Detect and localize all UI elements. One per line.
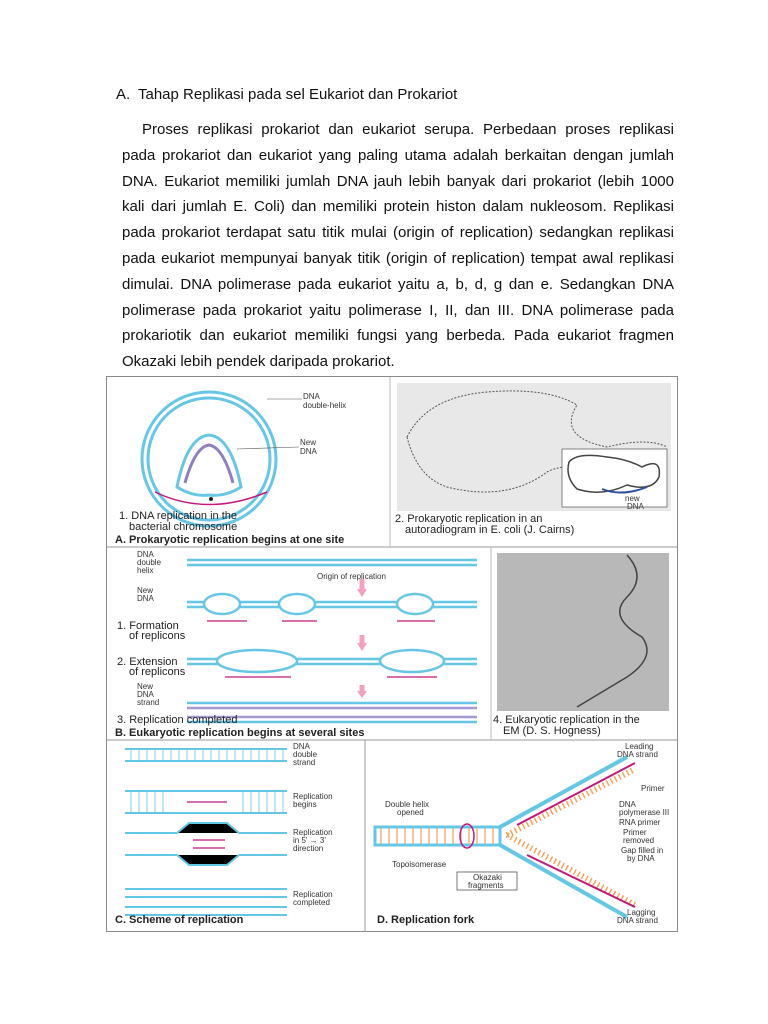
body-paragraph: Proses replikasi prokariot dan eukariot serupa. Perbedaan proses replikasi pada prokariot dan eukariot yang paling utama adalah berkaitan dengan jumlah DNA. Eukariot memiliki jumlah DNA jauh lebih banyak dari prokariot (lebih 1000 kali dari jumlah E. Coli) dan memiliki protein histon dalam nukleosom. Replikasi pada prokariot terdapat satu titik mulai (origin of replication) sedangkan replikasi pada eukariot mempunyai banyak titik (origin of replication) tempat awal replikasi dimulai. DNA polimerase pada eukariot yaitu a, b, d, g dan e. Sedangkan DNA polimerase pada prokariot yaitu polimerase I, II, dan III. DNA polimerase pada prokariotik dan eukariot memiliki fungsi yang berbeda. Pada eukariot fragmen Okazaki lebih pendek daripada prokariot.	[122, 121, 674, 371]
bacterial-chromosome-diagram	[142, 392, 276, 526]
label-strand-3: strand	[137, 698, 160, 707]
step1-line2: of replicons	[129, 630, 186, 642]
label-b-helix-1: DNA	[137, 550, 154, 559]
label-origin: Origin of replication	[317, 572, 386, 581]
section-number: A.	[116, 86, 131, 103]
caption-a1-line1: 1. DNA replication in the	[119, 510, 238, 522]
scheme-ladder	[131, 749, 283, 813]
d-okazaki-1: Okazaki	[473, 873, 502, 882]
label-new-dna-1: New	[300, 438, 317, 447]
label-dna-helix-2: double-helix	[303, 401, 347, 410]
caption-b4-line2: EM (D. S. Hogness)	[503, 725, 601, 737]
panel-d-title: D. Replication fork	[377, 914, 475, 926]
label-b-helix-2: double	[137, 558, 162, 567]
d-gap-2: by DNA	[627, 854, 655, 863]
replication-figure	[106, 376, 678, 932]
inset-label-2: DNA	[627, 502, 644, 511]
inset-label-1: new	[625, 494, 640, 503]
caption-a2-line2: autoradiogram in E. coli (J. Cairns)	[405, 524, 575, 536]
c-row3-2: in 5' → 3'	[293, 836, 326, 845]
c-row3-3: direction	[293, 844, 324, 853]
panel-b-title: B. Eukaryotic replication begins at several sites	[115, 727, 365, 739]
eukaryotic-replicon-diagram	[187, 560, 477, 722]
d-primer: Primer	[641, 784, 665, 793]
c-row1-3: strand	[293, 758, 316, 767]
caption-a2-line1: 2. Prokaryotic replication in an	[395, 513, 543, 525]
d-rna-primer: RNA primer	[619, 818, 661, 827]
panel-a-title: A. Prokaryotic replication begins at one site	[115, 534, 345, 546]
d-lagging-1: Lagging	[627, 908, 656, 917]
step2-line2: of replicons	[129, 666, 186, 678]
d-helix-opened-2: opened	[397, 808, 424, 817]
c-row2-1: Replication	[293, 792, 333, 801]
d-primer-removed-2: removed	[623, 836, 655, 845]
c-row2-2: begins	[293, 800, 317, 809]
section-heading	[116, 86, 457, 103]
c-row3-1: Replication	[293, 828, 333, 837]
d-leading-1: Leading	[625, 742, 654, 751]
d-okazaki-2: fragments	[468, 881, 504, 890]
caption-b4-line1: 4. Eukaryotic replication in the	[493, 714, 640, 726]
d-primer-removed-1: Primer	[623, 828, 647, 837]
d-lagging-2: DNA strand	[617, 916, 658, 925]
c-row4-1: Replication	[293, 890, 333, 899]
c-row1-1: DNA	[293, 742, 310, 751]
caption-a1-line2: bacterial chromosome	[129, 521, 238, 533]
em-micrograph-photo	[497, 553, 669, 711]
c-row1-2: double	[293, 750, 318, 759]
label-new-dna-2: DNA	[300, 447, 317, 456]
figure-svg	[107, 377, 677, 931]
d-leading-2: DNA strand	[617, 750, 658, 759]
label-strand-1: New	[137, 682, 154, 691]
d-helix-opened-1: Double helix	[385, 800, 430, 809]
step3: 3. Replication completed	[117, 714, 238, 726]
d-gap-1: Gap filled in	[621, 846, 664, 855]
d-topo: Topoisomerase	[392, 860, 447, 869]
label-dna-helix-1: DNA	[303, 392, 320, 401]
panel-c-title: C. Scheme of replication	[115, 914, 244, 926]
section-title: Tahap Replikasi pada sel Eukariot dan Prokariot	[138, 86, 458, 103]
label-b-new-2: DNA	[137, 594, 154, 603]
c-row4-2: completed	[293, 898, 330, 907]
replication-scheme-diagram	[125, 749, 287, 915]
label-strand-2: DNA	[137, 690, 154, 699]
d-dnapol-2: polymerase III	[619, 808, 670, 817]
step2-line1: 2. Extension	[117, 656, 178, 668]
replication-fork-diagram	[375, 757, 635, 917]
step1-line1: 1. Formation	[117, 620, 179, 632]
label-b-new-1: New	[137, 586, 154, 595]
label-b-helix-3: helix	[137, 566, 154, 575]
d-dnapol-1: DNA	[619, 800, 636, 809]
